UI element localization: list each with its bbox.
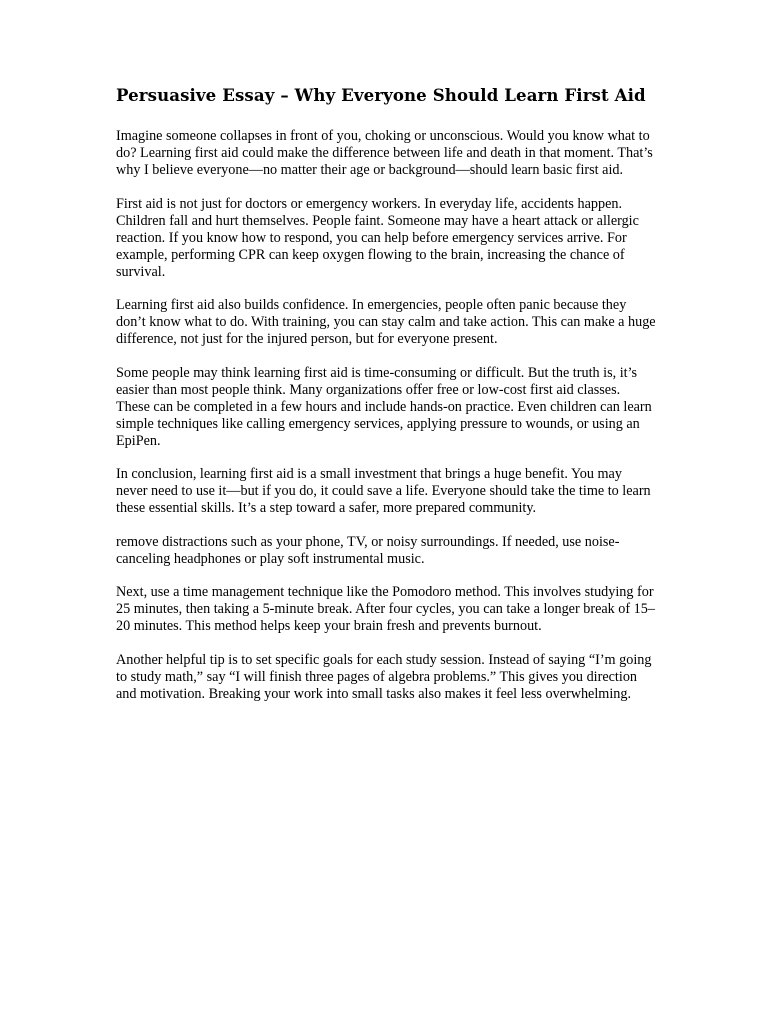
paragraph-counterargument: Some people may think learning first aid is time-consuming or difficult. But the truth is, it’s easier than most people think. Many organizations offer free or low-cost first aid classes. These can be completed in a few hours and include hands-on practice. Even children can learn simple techniques like calling emergency services, applying pressure to wounds, or using an EpiPen.	[116, 364, 652, 449]
document-body	[116, 86, 656, 719]
paragraph-intro: Imagine someone collapses in front of you, choking or unconscious. Would you know what to do? Learning first aid could make the difference between life and death in that moment. That’s why I believe everyone—no matter their age or background—should learn basic first aid.	[116, 128, 653, 178]
paragraph-distractions: remove distractions such as your phone, TV, or noisy surroundings. If needed, use noise-canceling headphones or play soft instrumental music.	[116, 533, 620, 567]
paragraph-everyday-life: First aid is not just for doctors or emergency workers. In everyday life, accidents happen. Children fall and hurt themselves. People faint. Someone may have a heart attack or allergic reaction. If you know how to respond, you can help before emergency services arrive. For example, performing CPR can keep oxygen flowing to the brain, increasing the chance of survival.	[116, 195, 639, 280]
paragraph-confidence: Learning first aid also builds confidence. In emergencies, people often panic because they don’t know what to do. With training, you can stay calm and take action. This can make a huge difference, not just for the injured person, but for everyone present.	[116, 297, 656, 347]
paragraph-pomodoro: Next, use a time management technique like the Pomodoro method. This involves studying for 25 minutes, then taking a 5-minute break. After four cycles, you can take a longer break of 15–20 minutes. This method helps keep your brain fresh and prevents burnout.	[116, 584, 655, 634]
paragraph-goals: Another helpful tip is to set specific goals for each study session. Instead of saying “I’m going to study math,” say “I will finish three pages of algebra problems.” This gives you direction and motivation. Breaking your work into small tasks also makes it feel less overwhelming.	[116, 651, 652, 702]
document-title: Persuasive Essay – Why Everyone Should Learn First Aid	[116, 85, 646, 105]
paragraph-conclusion: In conclusion, learning first aid is a small investment that brings a huge benefit. You may never need to use it—but if you do, it could save a life. Everyone should take the time to learn these essential skills. It’s a step toward a safer, more prepared community.	[116, 466, 651, 516]
